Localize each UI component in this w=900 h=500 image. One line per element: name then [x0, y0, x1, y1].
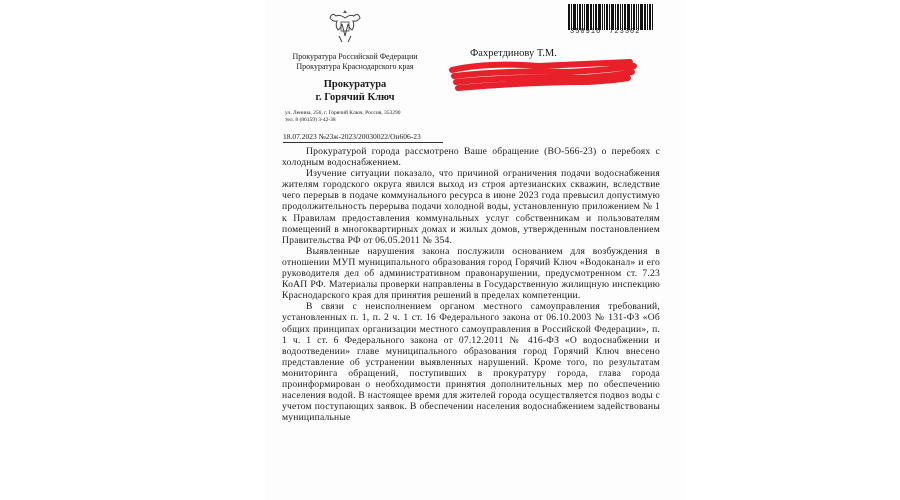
- letter-body: [282, 146, 660, 423]
- barcode: [568, 4, 664, 30]
- office-address: [285, 110, 435, 124]
- office-title: [290, 78, 420, 104]
- paragraph-2: Изучение ситуации показало, что причиной ограничения подачи водоснабжения жителям городского округа явился выход из строя артезианских скважин, вследствие чего перерыв в подаче коммунального ресурса в июне 2023 года превысил допустимую продолжительность перерыва подачи холодной воды, установленную приложением № 1 к Правилам предоставления коммунальных услуг собственникам и пользователям помещений в многоквартирных домах и жилых домов, утвержденным постановлением Правительства РФ от 06.05.2011 № 354.: [282, 168, 660, 246]
- org-line-2: Прокуратура Краснодарского края: [296, 62, 414, 71]
- redaction-scribble: [448, 56, 638, 96]
- paragraph-3: Выявленные нарушения закона послужили основанием для возбуждения в отношении МУП муниципального образования город Горячий Ключ «Водоканал» и его руководителя дел об административном правонарушении, предусмотренном ст. 7.23 КоАП РФ. Материалы проверки направлены в Государственную жилищную инспекцию Краснодарского края для принятия решений в пределах компетенции.: [282, 245, 660, 302]
- recipient-name: Фахретдинову Т.М.: [470, 48, 557, 59]
- barcode-number-left: 350916: [570, 28, 602, 36]
- office-title-line-2: г. Горячий Ключ: [315, 92, 395, 103]
- org-line-1: Прокуратура Российской Федерации: [292, 52, 418, 61]
- address-line-1: ул. Ленина, 256, г. Горячий Ключ, Россия, 353290: [285, 110, 401, 116]
- office-title-line-1: Прокуратура: [323, 79, 387, 90]
- barcode-number-right: 723302: [609, 28, 641, 36]
- barcode-number: [570, 28, 648, 36]
- organization-header: [275, 52, 435, 72]
- coat-of-arms-icon: [328, 6, 362, 46]
- address-line-2: тел. 8 (86159) 3-42-38: [285, 117, 336, 123]
- paragraph-1: Прокуратурой города рассмотрено Ваше обращение (ВО-566-23) о перебоях с холодным водоснабжением.: [282, 146, 660, 169]
- paragraph-4: В связи с неисполнением органом местного самоуправления требований, установленных п. 1, п. 2 ч. 1 ст. 16 Федерального закона от 06.10.2003 № 131-ФЗ «Об общих принципах организации местного самоуправления в Российской Федерации», п. 1 ч. 1 ст. 6 Федерального закона от 07.12.2011 № 416-ФЗ «О водоснабжении и водоотведении» главе муниципального образования город Горячий Ключ внесено представление об устранении выявленных нарушений. Кроме того, по результатам мониторинга обращений, поступивших в прокуратуру города, глава города проинформирован о необходимости принятия дополнительных мер по обеспечению населения водой. В настоящее время для жителей города осуществляется подвоз воды с учетом поступающих заявок. В обеспечении населения водоснабжением задействованы муниципальные: [282, 301, 660, 424]
- date-reference: 18.07.2023 №23ж-2023/20030022/Он606-23: [283, 132, 443, 143]
